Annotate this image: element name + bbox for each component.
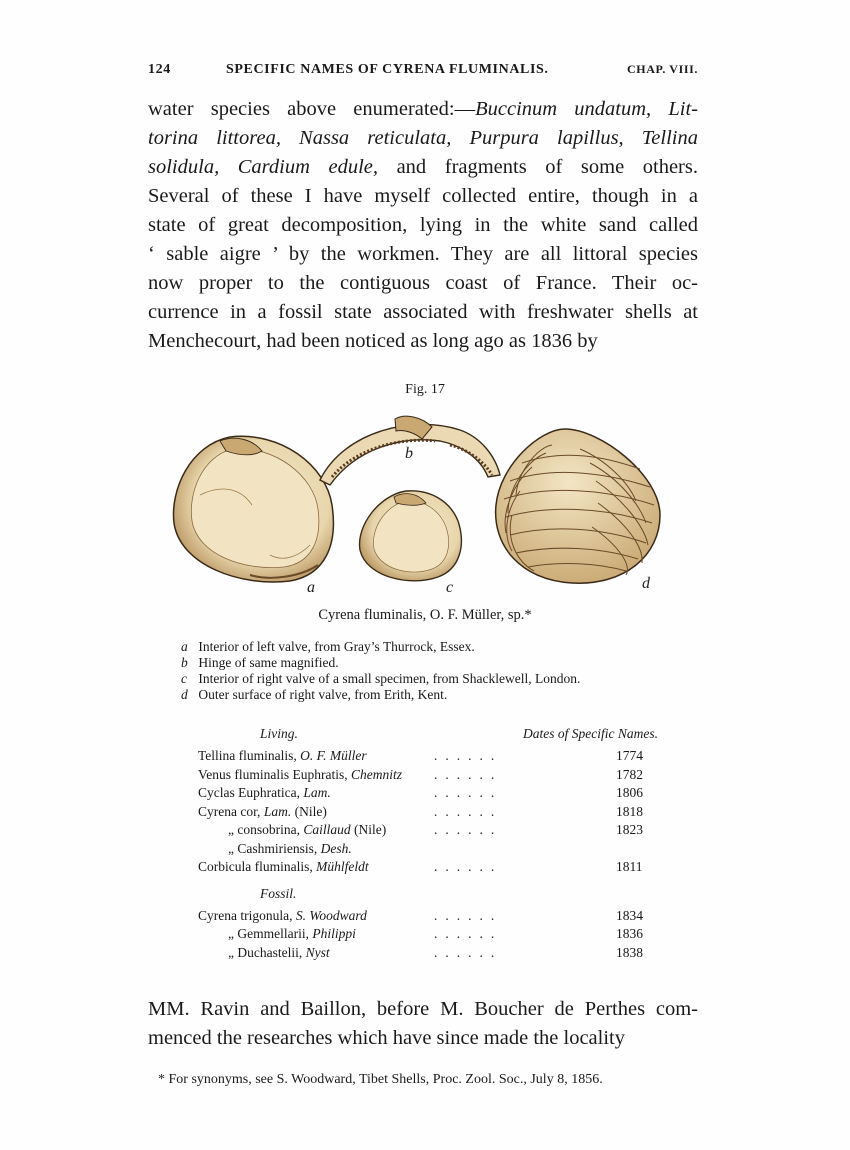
species-text: Duchastelii, bbox=[237, 944, 306, 960]
date-value: 1782 bbox=[616, 766, 643, 782]
species-text: Cyclas Euphratica, bbox=[198, 785, 304, 800]
figure-legend bbox=[181, 639, 701, 703]
legend-row bbox=[181, 671, 701, 687]
figure-label: Fig. 17 bbox=[405, 382, 445, 397]
date-value: 1806 bbox=[616, 785, 643, 800]
species-author: Chemnitz bbox=[350, 766, 402, 782]
legend-text: Interior of right valve of a small specimen, from Shacklewell, London. bbox=[195, 671, 581, 686]
text-segment: solidula, Cardium edule, bbox=[148, 156, 378, 178]
dates-heading: Dates of Specific Names. bbox=[523, 726, 658, 741]
date-value: 1834 bbox=[616, 907, 643, 923]
dot-leaders: ...... bbox=[434, 803, 503, 819]
species-text: Cashmiriensis, bbox=[237, 840, 321, 856]
specific-names-table bbox=[198, 726, 698, 963]
text-line bbox=[148, 182, 698, 211]
text-segment: currence in a fossil state associated with freshwater shells at bbox=[148, 301, 698, 323]
text-line bbox=[148, 211, 698, 240]
shell-c bbox=[360, 491, 462, 581]
letter-c: c bbox=[446, 579, 454, 595]
species-name bbox=[198, 767, 402, 783]
table-row bbox=[198, 945, 698, 964]
paragraph-2 bbox=[148, 995, 698, 1053]
dot-leaders: ...... bbox=[434, 785, 503, 800]
footnote: * For synonyms, see S. Woodward, Tibet Shells, Proc. Zool. Soc., July 8, 1856. bbox=[158, 1072, 603, 1087]
table-row bbox=[198, 859, 698, 878]
living-heading: Living. bbox=[260, 726, 298, 741]
species-text: consobrina, bbox=[237, 822, 304, 837]
text-line bbox=[148, 327, 698, 356]
text-segment: torina littorea, Nassa reticulata, Purpura lapillus, Tellina bbox=[148, 127, 698, 149]
dot-leaders: ...... bbox=[434, 926, 503, 941]
legend-row bbox=[181, 687, 701, 703]
legend-text: Hinge of same magnified. bbox=[195, 655, 339, 670]
text-segment: state of great decomposition, lying in the white sand called bbox=[148, 214, 698, 236]
dot-leaders: ...... bbox=[434, 822, 503, 837]
ditto-mark: „ bbox=[228, 822, 238, 837]
species-text: Corbicula fluminalis, bbox=[198, 859, 317, 874]
legend-row bbox=[181, 655, 701, 671]
ditto-mark: „ bbox=[228, 840, 238, 856]
dot-leaders: ...... bbox=[434, 907, 503, 923]
species-author: Lam. bbox=[303, 785, 331, 800]
text-segment: Several of these I have myself collected entire, though in a bbox=[148, 185, 698, 207]
chapter-label: CHAP. VIII. bbox=[627, 62, 698, 76]
table-row bbox=[198, 841, 698, 860]
species-suffix: (Nile) bbox=[350, 822, 387, 837]
letter-a: a bbox=[307, 579, 315, 595]
shell-illustration bbox=[160, 405, 700, 595]
species-text: Tellina fluminalis, bbox=[198, 748, 301, 763]
species-author: S. Woodward bbox=[295, 907, 367, 923]
text-segment: Menchecourt, had been noticed as long ago as 1836 by bbox=[148, 330, 598, 352]
letter-d: d bbox=[642, 575, 650, 592]
text-line bbox=[148, 269, 698, 298]
legend-key: b bbox=[181, 655, 188, 670]
shell-b-hinge bbox=[320, 416, 500, 485]
text-segment: MM. Ravin and Baillon, before M. Boucher de Perthes com- bbox=[148, 998, 698, 1020]
date-value: 1818 bbox=[616, 803, 643, 819]
running-title: SPECIFIC NAMES OF CYRENA FLUMINALIS. bbox=[226, 62, 549, 77]
living-rows bbox=[198, 748, 698, 878]
date-value: 1774 bbox=[616, 748, 643, 763]
species-text: Cyrena trigonula, bbox=[198, 907, 296, 923]
species-name bbox=[228, 945, 330, 961]
date-value: 1836 bbox=[616, 926, 643, 941]
text-segment: menced the researches which have since made the locality bbox=[148, 1027, 625, 1049]
date-value: 1838 bbox=[616, 944, 643, 960]
table-row bbox=[198, 785, 698, 804]
species-author: Philippi bbox=[312, 926, 356, 941]
species-author: Desh. bbox=[320, 840, 352, 856]
ditto-mark: „ bbox=[228, 944, 238, 960]
species-name bbox=[198, 859, 369, 875]
species-author: Nyst bbox=[305, 944, 330, 960]
dot-leaders: ...... bbox=[434, 944, 503, 960]
text-line bbox=[148, 124, 698, 153]
species-suffix: (Nile) bbox=[291, 803, 327, 819]
fossil-heading: Fossil. bbox=[260, 885, 297, 901]
table-row bbox=[198, 822, 698, 841]
letter-b: b bbox=[405, 445, 413, 462]
text-line bbox=[148, 240, 698, 269]
table-row bbox=[198, 767, 698, 786]
date-value: 1811 bbox=[616, 859, 643, 874]
legend-row bbox=[181, 639, 701, 655]
dot-leaders: ...... bbox=[434, 748, 503, 763]
species-name bbox=[228, 926, 356, 942]
text-line bbox=[148, 995, 698, 1024]
shell-figure-svg bbox=[160, 405, 700, 595]
species-text: Cyrena cor, bbox=[198, 803, 264, 819]
species-name bbox=[228, 841, 352, 857]
table-row bbox=[198, 804, 698, 823]
species-text: Venus fluminalis Euphratis, bbox=[198, 766, 351, 782]
figure-caption: Cyrena fluminalis, O. F. Müller, sp.* bbox=[318, 607, 532, 623]
fossil-rows bbox=[198, 908, 698, 964]
shell-d bbox=[496, 429, 660, 592]
species-name bbox=[198, 804, 327, 820]
text-line bbox=[148, 1024, 698, 1053]
text-segment: and fragments of some others. bbox=[378, 156, 698, 178]
text-segment: Buccinum undatum, Lit- bbox=[475, 98, 698, 120]
table-row bbox=[198, 908, 698, 927]
legend-text: Interior of left valve, from Gray’s Thurrock, Essex. bbox=[195, 639, 475, 654]
table-row bbox=[198, 748, 698, 767]
page-number: 124 bbox=[148, 62, 171, 77]
shell-a bbox=[173, 436, 333, 582]
species-author: Mühlfeldt bbox=[316, 859, 369, 874]
species-text: Gemmellarii, bbox=[237, 926, 313, 941]
text-line bbox=[148, 298, 698, 327]
text-segment: water species above enumerated:— bbox=[148, 98, 476, 120]
fossil-heading-row bbox=[198, 878, 698, 908]
legend-key: a bbox=[181, 639, 188, 654]
species-name bbox=[228, 822, 386, 838]
text-line bbox=[148, 153, 698, 182]
table-row bbox=[198, 926, 698, 945]
text-line bbox=[148, 95, 698, 124]
ditto-mark: „ bbox=[228, 926, 238, 941]
legend-key: d bbox=[181, 687, 188, 702]
species-author: Caillaud bbox=[303, 822, 351, 837]
legend-key: c bbox=[181, 671, 187, 686]
species-name bbox=[198, 748, 367, 764]
species-name bbox=[198, 785, 331, 801]
dot-leaders: ...... bbox=[434, 766, 503, 782]
legend-text: Outer surface of right valve, from Erith, Kent. bbox=[195, 687, 448, 702]
text-segment: now proper to the contiguous coast of France. Their oc- bbox=[148, 272, 698, 294]
paragraph-1 bbox=[148, 95, 698, 356]
species-author: O. F. Müller bbox=[300, 748, 367, 763]
table-header bbox=[198, 726, 698, 748]
dot-leaders: ...... bbox=[434, 859, 503, 874]
text-segment: ‘ sable aigre ’ by the workmen. They are all littoral species bbox=[148, 243, 698, 265]
species-author: Lam. bbox=[263, 803, 292, 819]
date-value: 1823 bbox=[616, 822, 643, 837]
species-name bbox=[198, 908, 367, 924]
